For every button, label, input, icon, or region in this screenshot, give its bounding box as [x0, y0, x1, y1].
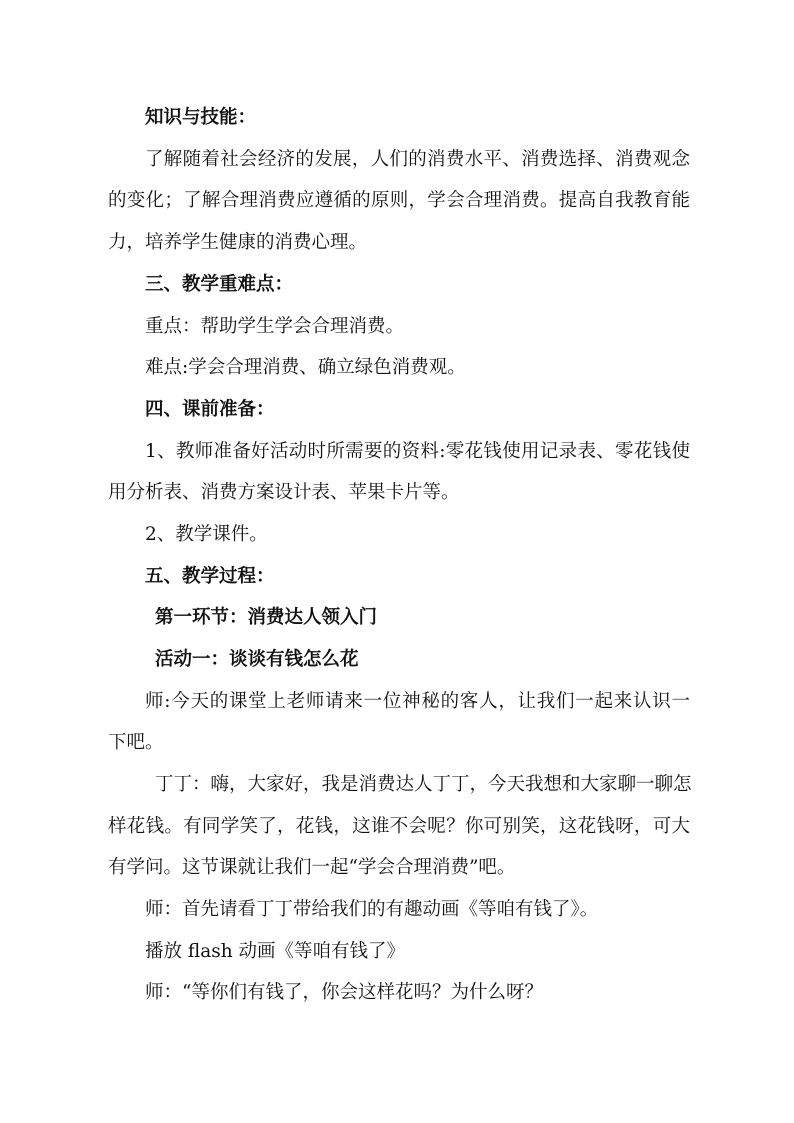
paragraph-line: 了解随着社会经济的发展，人们的消费水平、消费选择、消费观念 [145, 149, 690, 170]
paragraph-line: 师：“等你们有钱了，你会这样花吗？为什么呀？ [145, 982, 543, 1003]
paragraph-line: 1、教师准备好活动时所需要的资料:零花钱使用记录表、零花钱使 [145, 441, 690, 462]
paragraph-line: 师：首先请看丁丁带给我们的有趣动画《等咱有钱了》。 [145, 899, 599, 920]
paragraph-line: 丁丁：嗨，大家好，我是消费达人丁丁，今天我想和大家聊一聊怎 [155, 774, 692, 795]
heading-teaching-difficulties: 三、教学重难点： [145, 274, 294, 295]
heading-teaching-process: 五、教学过程： [145, 566, 275, 587]
paragraph-line: 师:今天的课堂上老师请来一位神秘的客人，让我们一起来认识一 [145, 691, 690, 712]
subheading-section-one: 第一环节：消费达人领入门 [155, 607, 378, 628]
paragraph-line: 力，培养学生健康的消费心理。 [108, 232, 368, 253]
paragraph-line: 样花钱。有同学笑了，花钱，这谁不会呢？你可别笑，这花钱呀，可大 [108, 816, 690, 837]
heading-knowledge-skills: 知识与技能： [145, 107, 257, 128]
paragraph-line: 播放 flash 动画《等咱有钱了》 [145, 941, 406, 962]
paragraph-line: 的变化；了解合理消费应遵循的原则，学会合理消费。提高自我教育能 [108, 190, 690, 211]
paragraph-line: 用分析表、消费方案设计表、苹果卡片等。 [108, 482, 460, 503]
subheading-activity-one: 活动一：谈谈有钱怎么花 [155, 649, 359, 670]
paragraph-line: 有学问。这节课就让我们一起“学会合理消费”吧。 [108, 857, 516, 878]
heading-preparation: 四、课前准备： [145, 399, 275, 420]
paragraph-line: 重点：帮助学生学会合理消费。 [145, 316, 405, 337]
paragraph-line: 下吧。 [108, 732, 164, 753]
paragraph-line: 2、教学课件。 [145, 524, 268, 545]
paragraph-line: 难点:学会合理消费、确立绿色消费观。 [145, 357, 466, 378]
